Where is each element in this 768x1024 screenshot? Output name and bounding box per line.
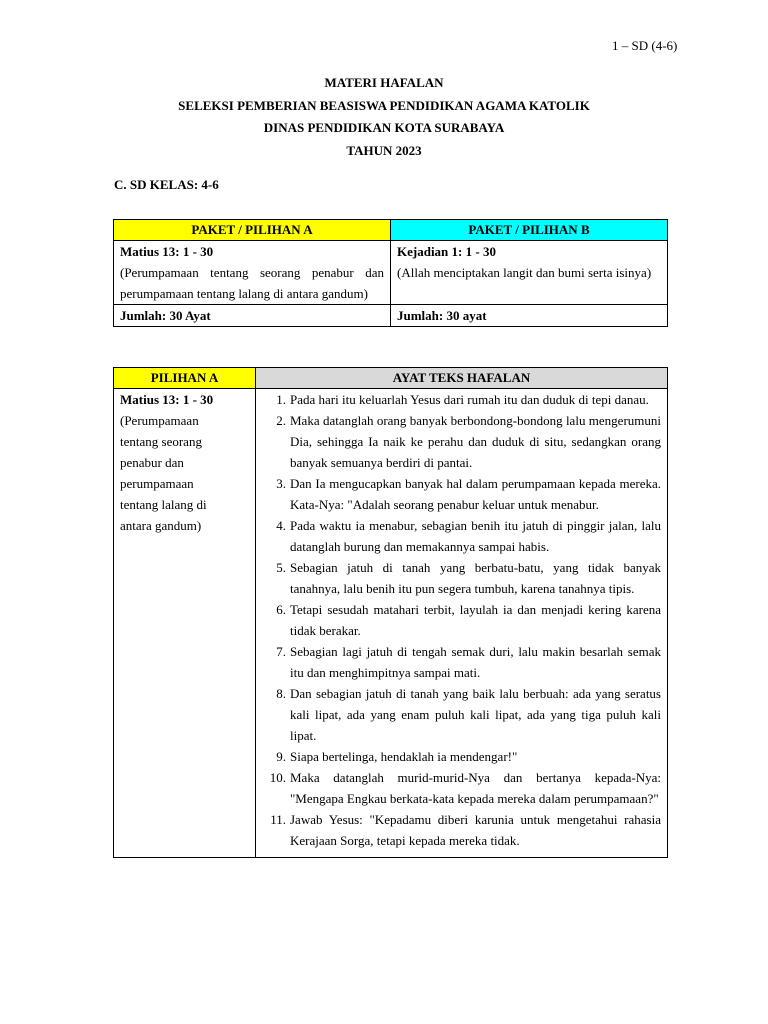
paket-content-row (114, 241, 668, 305)
verse-item (262, 767, 661, 809)
ayat-table (113, 367, 668, 858)
verse-text: Maka datanglah murid-murid-Nya dan bertanya kepada-Nya: "Mengapa Engkau berkata-kata kepada mereka dalam perumpamaan?" (290, 770, 661, 806)
verse-text: Pada hari itu keluarlah Yesus dari rumah itu dan duduk di tepi danau. (290, 392, 649, 407)
paket-b-ref: Kejadian 1: 1 - 30 (397, 244, 496, 259)
paket-b-header: PAKET / PILIHAN B (391, 220, 668, 241)
verse-item (262, 746, 661, 767)
paket-a-total: Jumlah: 30 Ayat (114, 305, 391, 327)
ayat-left-ref: Matius 13: 1 - 30 (120, 392, 214, 407)
verse-number: 4. (276, 518, 286, 533)
paket-table (113, 219, 668, 327)
verse-number: 5. (276, 560, 286, 575)
ayat-left-header: PILIHAN A (114, 368, 256, 389)
verse-number: 8. (276, 686, 286, 701)
verse-item (262, 809, 661, 851)
verse-number: 1. (276, 392, 286, 407)
verse-item (262, 389, 661, 410)
verse-item (262, 641, 661, 683)
verse-number: 6. (276, 602, 286, 617)
ayat-header-row (114, 368, 668, 389)
heading-line-4: TAHUN 2023 (346, 142, 422, 158)
ayat-verses-cell (256, 389, 668, 858)
heading-line-3: DINAS PENDIDIKAN KOTA SURABAYA (263, 120, 505, 135)
ayat-left-line: (Perumpamaan (120, 413, 199, 428)
paket-a-content (114, 241, 391, 305)
page-reference: 1 – SD (4-6) (612, 38, 678, 53)
verse-item (262, 515, 661, 557)
heading-line-1: MATERI HAFALAN (324, 75, 444, 90)
verse-item (262, 599, 661, 641)
paket-b-content (391, 241, 668, 305)
section-title: C. SD KELAS: 4-6 (114, 177, 219, 192)
ayat-left-line: tentang seorang (120, 434, 202, 449)
paket-a-ref: Matius 13: 1 - 30 (120, 244, 214, 259)
ayat-left-line: penabur dan (120, 455, 184, 470)
heading-line-2: SELEKSI PEMBERIAN BEASISWA PENDIDIKAN AGAMA KATOLIK (178, 97, 590, 113)
verse-item (262, 557, 661, 599)
paket-b-total: Jumlah: 30 ayat (391, 305, 668, 327)
paket-header-row (114, 220, 668, 241)
ayat-content-row (114, 389, 668, 858)
verse-number: 2. (276, 413, 286, 428)
paket-b-desc: (Allah menciptakan langit dan bumi serta isinya) (397, 265, 652, 280)
verse-item (262, 683, 661, 746)
verse-text: Sebagian jatuh di tanah yang berbatu-batu, yang tidak banyak tanahnya, lalu benih itu pun segera tumbuh, karena tanahnya tipis. (290, 560, 661, 596)
verse-text: Jawab Yesus: "Kepadamu diberi karunia untuk mengetahui rahasia Kerajaan Sorga, tetapi kepada mereka tidak. (290, 812, 661, 848)
ayat-left-cell (114, 389, 256, 858)
verse-text: Siapa bertelinga, hendaklah ia mendengar!" (290, 749, 518, 764)
verse-list (262, 389, 661, 851)
paket-a-header: PAKET / PILIHAN A (114, 220, 391, 241)
verse-number: 11. (270, 812, 286, 827)
verse-text: Tetapi sesudah matahari terbit, layulah ia dan menjadi kering karena tidak berakar. (290, 602, 661, 638)
verse-text: Dan sebagian jatuh di tanah yang baik lalu berbuah: ada yang seratus kali lipat, ada yang enam puluh kali lipat, ada yang tiga puluh kali lipat. (290, 686, 661, 743)
document-heading (0, 72, 768, 162)
ayat-left-line: tentang lalang di (120, 497, 207, 512)
verse-item (262, 473, 661, 515)
verse-item (262, 410, 661, 473)
paket-a-desc: (Perumpamaan tentang seorang penabur dan perumpamaan tentang lalang di antara gandum) (120, 265, 384, 301)
verse-text: Pada waktu ia menabur, sebagian benih itu jatuh di pinggir jalan, lalu datanglah burung dan memakannya sampai habis. (290, 518, 661, 554)
ayat-left-line: perumpamaan (120, 476, 194, 491)
ayat-left-line: antara gandum) (120, 518, 202, 533)
verse-number: 9. (276, 749, 286, 764)
verse-number: 10. (269, 770, 286, 785)
ayat-right-header: AYAT TEKS HAFALAN (256, 368, 668, 389)
verse-text: Maka datanglah orang banyak berbondong-bondong lalu mengerumuni Dia, sehingga Ia naik ke perahu dan duduk di situ, sedangkan orang banyak semuanya berdiri di pantai. (290, 413, 661, 470)
paket-total-row (114, 305, 668, 327)
verse-text: Dan Ia mengucapkan banyak hal dalam perumpamaan kepada mereka. Kata-Nya: "Adalah seorang penabur keluar untuk menabur. (290, 476, 661, 512)
verse-text: Sebagian lagi jatuh di tengah semak duri, lalu makin besarlah semak itu dan menghimpitnya sampai mati. (290, 644, 661, 680)
verse-number: 7. (276, 644, 286, 659)
verse-number: 3. (276, 476, 286, 491)
